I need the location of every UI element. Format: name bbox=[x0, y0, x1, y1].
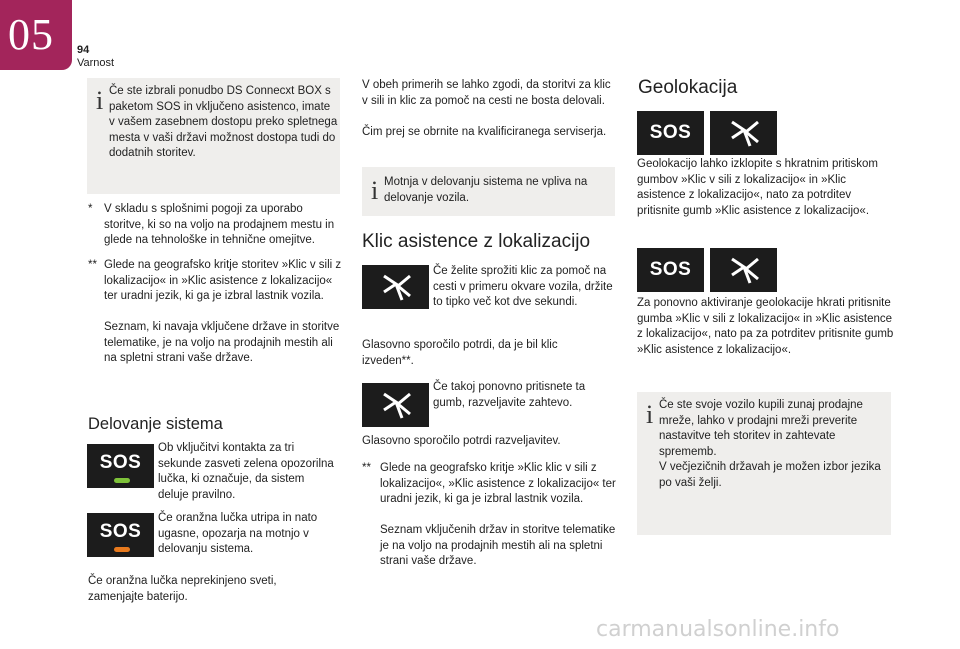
info-text: V večjezičnih državah je možen izbor jezika po vaši želji. bbox=[659, 461, 881, 489]
watermark: carmanualsonline.info bbox=[596, 617, 840, 642]
section-heading: Geolokacija bbox=[638, 77, 738, 98]
footnote-text: Glede na geografsko kritje »Klic klic v sili z lokalizacijo«, »Klic asistence z lokalizacijo« ter uradni jezik, ki ga je izbral lastnik vozila. bbox=[380, 462, 616, 505]
sos-label: SOS bbox=[649, 259, 692, 280]
footnote-text: Glede na geografsko kritje storitev »Klic v sili z lokalizacijo« in »Klic asistence z lokalizacijo« ter uradni jezik, ki ga je izbral lastnik vozila. bbox=[104, 259, 342, 302]
info-text: Motnja v delovanju sistema ne vpliva na delovanje vozila. bbox=[384, 176, 588, 204]
assistance-button-image bbox=[710, 248, 777, 292]
green-led-indicator bbox=[114, 478, 130, 483]
info-box-malfunction bbox=[362, 167, 615, 216]
info-icon: i bbox=[96, 86, 104, 115]
footnote-mark: * bbox=[88, 203, 93, 215]
chapter-number: 05 bbox=[8, 10, 54, 59]
paragraph: Če oranžna lučka neprekinjeno sveti, zamenjajte baterijo. bbox=[88, 575, 277, 603]
paragraph: Ob vključitvi kontakta za tri sekunde zasveti zelena opozorilna lučka, ki označuje, da sistem deluje pravilno. bbox=[158, 442, 334, 501]
paragraph: Za ponovno aktiviranje geolokacije hkrati pritisnite gumba »Klic v sili z lokalizacijo« in »Klic asistence z lokalizacijo«, nato pa za potrditev pritisnite gumb »Klic asistence z lokalizacijo«. bbox=[637, 297, 894, 356]
sos-button-image bbox=[637, 248, 704, 292]
footnote-text: V skladu s splošnimi pogoji za uporabo storitve, ki so na voljo na prodajnem mestu in glede na tehnološke in tehnične omejitve. bbox=[104, 203, 335, 246]
page-number: 94 bbox=[77, 44, 90, 56]
section-name: Varnost bbox=[77, 57, 115, 69]
orange-led-indicator bbox=[114, 547, 130, 552]
ds-logo-icon bbox=[376, 272, 416, 302]
paragraph: Čim prej se obrnite na kvalificiranega serviserja. bbox=[362, 126, 607, 138]
paragraph: Če oranžna lučka utripa in nato ugasne, opozarja na motnjo v delovanju sistema. bbox=[158, 512, 318, 555]
sos-button-image bbox=[637, 111, 704, 155]
sos-label: SOS bbox=[99, 452, 142, 473]
paragraph: Če takoj ponovno pritisnete ta gumb, razveljavite zahtevo. bbox=[433, 381, 586, 409]
sos-label: SOS bbox=[649, 122, 692, 143]
assistance-button-image bbox=[710, 111, 777, 155]
assistance-button-image bbox=[362, 265, 429, 309]
paragraph: Geolokacijo lahko izklopite s hkratnim pritiskom gumbov »Klic v sili z lokalizacijo« in »Klic asistence z lokalizacijo«, nato za potrditev pritisnite gumb »Klic asistence z lokalizacijo«. bbox=[637, 158, 878, 217]
ds-logo-icon bbox=[724, 255, 764, 285]
paragraph: Glasovno sporočilo potrdi razveljavitev. bbox=[362, 435, 561, 447]
sos-button-image bbox=[87, 513, 154, 557]
info-box-ds-connect bbox=[87, 78, 340, 194]
info-box-dealer bbox=[637, 392, 891, 535]
chapter-tab bbox=[0, 0, 72, 70]
sos-label: SOS bbox=[99, 521, 142, 542]
paragraph: Glasovno sporočilo potrdi, da je bil klic izveden**. bbox=[362, 339, 558, 367]
paragraph: V obeh primerih se lahko zgodi, da storitvi za klic v sili in klic za pomoč na cesti ne bosta delovali. bbox=[362, 79, 611, 107]
assistance-button-image bbox=[362, 383, 429, 427]
info-icon: i bbox=[371, 176, 379, 205]
info-text: Če ste svoje vozilo kupili zunaj prodajne mreže, lahko v prodajni mreži preverite nastavitve teh storitev in zahtevate sprememb. bbox=[659, 399, 863, 458]
ds-logo-icon bbox=[376, 390, 416, 420]
ds-logo-icon bbox=[724, 118, 764, 148]
sos-button-image bbox=[87, 444, 154, 488]
footnote-text: Seznam vključenih držav in storitve telematike je na voljo na prodajnih mestih ali na spletni strani vaše države. bbox=[380, 524, 616, 567]
footnote-text: Seznam, ki navaja vključene države in storitve telematike, je na voljo na prodajnih mestih ali na spletni strani vaše države. bbox=[104, 321, 340, 364]
section-heading: Delovanje sistema bbox=[88, 415, 223, 433]
footnote-mark: ** bbox=[362, 462, 371, 474]
footnote-mark: ** bbox=[88, 259, 97, 271]
paragraph: Če želite sprožiti klic za pomoč na cesti v primeru okvare vozila, držite to tipko več kot dve sekundi. bbox=[433, 265, 613, 308]
info-icon: i bbox=[646, 400, 654, 429]
info-text: Če ste izbrali ponudbo DS Connecxt BOX s paketom SOS in vključeno asistenco, imate v vašem zasebnem dostopu preko spletnega mesta v vaši državi možnost dostopa tudi do dodatnih storitev. bbox=[109, 85, 338, 159]
section-heading: Klic asistence z lokalizacijo bbox=[362, 231, 591, 252]
